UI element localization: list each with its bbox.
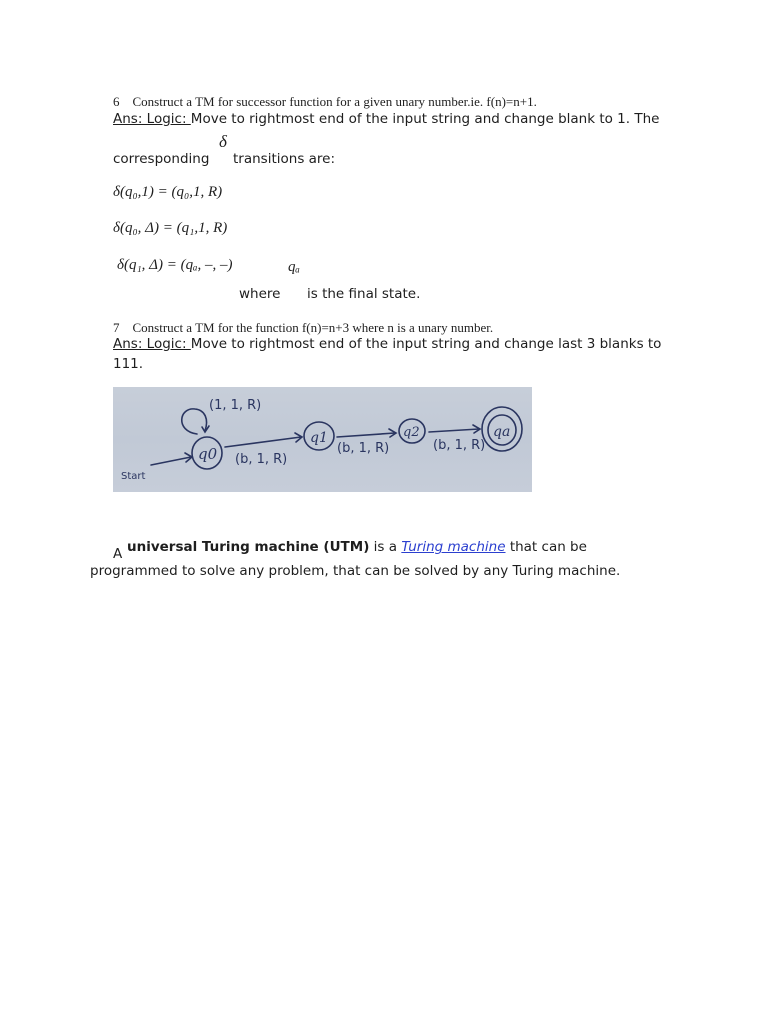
loop-label: (1, 1, R) (209, 398, 262, 413)
q7-question (113, 320, 493, 336)
tm-diagram-photo (113, 387, 532, 492)
transition-1: δ(q₀,1) = (q₀,1, R) (113, 184, 223, 200)
utm-line1 (127, 539, 587, 555)
q6-number: 6 (113, 94, 120, 109)
start-arrow (151, 457, 191, 465)
q7-text: Construct a TM for the function f(n)=n+3 where n is a unary number. (132, 320, 494, 335)
state-qa-label: qa (493, 424, 511, 440)
q7-ans-text-2: 111. (113, 356, 144, 372)
q7-number: 7 (113, 320, 120, 335)
utm-bold-term: universal Turing machine (UTM) (127, 539, 370, 555)
transition-3: δ(q₁, Δ) = (qₐ, –, –) (117, 257, 233, 273)
qa-symbol: qₐ (288, 259, 300, 275)
q6-final-state: is the final state. (307, 286, 421, 302)
q7-answer-line1 (113, 336, 661, 352)
state-q2-label: q2 (403, 425, 420, 440)
q6-question (113, 94, 537, 110)
q6-where: where (239, 286, 281, 302)
utm-rest: that can be (509, 539, 587, 555)
delta-symbol: δ (219, 132, 227, 151)
q6-ans-label: Ans: Logic: (113, 111, 191, 127)
q6-answer-line1 (113, 111, 659, 127)
utm-is-a: is a (373, 539, 398, 555)
start-label: Start (121, 471, 146, 482)
self-loop-arrow (182, 409, 207, 434)
state-q0-label: q0 (198, 445, 218, 463)
q6-transitions-are: transitions are: (233, 151, 336, 167)
q6-corresponding: corresponding (113, 151, 210, 167)
state-q1-label: q1 (310, 430, 328, 446)
edge-label-2: (b, 1, R) (337, 441, 390, 456)
edge-q2-qa (429, 429, 479, 432)
edge-label-1: (b, 1, R) (235, 452, 288, 467)
q6-text: Construct a TM for successor function for a given unary number.ie. f(n)=n+1. (132, 94, 537, 109)
q7-ans-text-1: Move to rightmost end of the input string and change last 3 blanks to (190, 336, 662, 352)
edge-q1-q2 (337, 433, 395, 437)
utm-prefix: A (113, 546, 123, 562)
q7-ans-label: Ans: Logic: (113, 336, 191, 352)
q6-ans-text: Move to rightmost end of the input string and change blank to 1. The (190, 111, 660, 127)
tm-diagram (113, 387, 532, 492)
turing-machine-link[interactable]: Turing machine (401, 539, 506, 555)
utm-line2: programmed to solve any problem, that can be solved by any Turing machine. (90, 563, 621, 579)
edge-label-3: (b, 1, R) (433, 438, 486, 453)
transition-2: δ(q₀, Δ) = (q₁,1, R) (113, 220, 228, 236)
edge-q0-q1 (225, 437, 301, 447)
